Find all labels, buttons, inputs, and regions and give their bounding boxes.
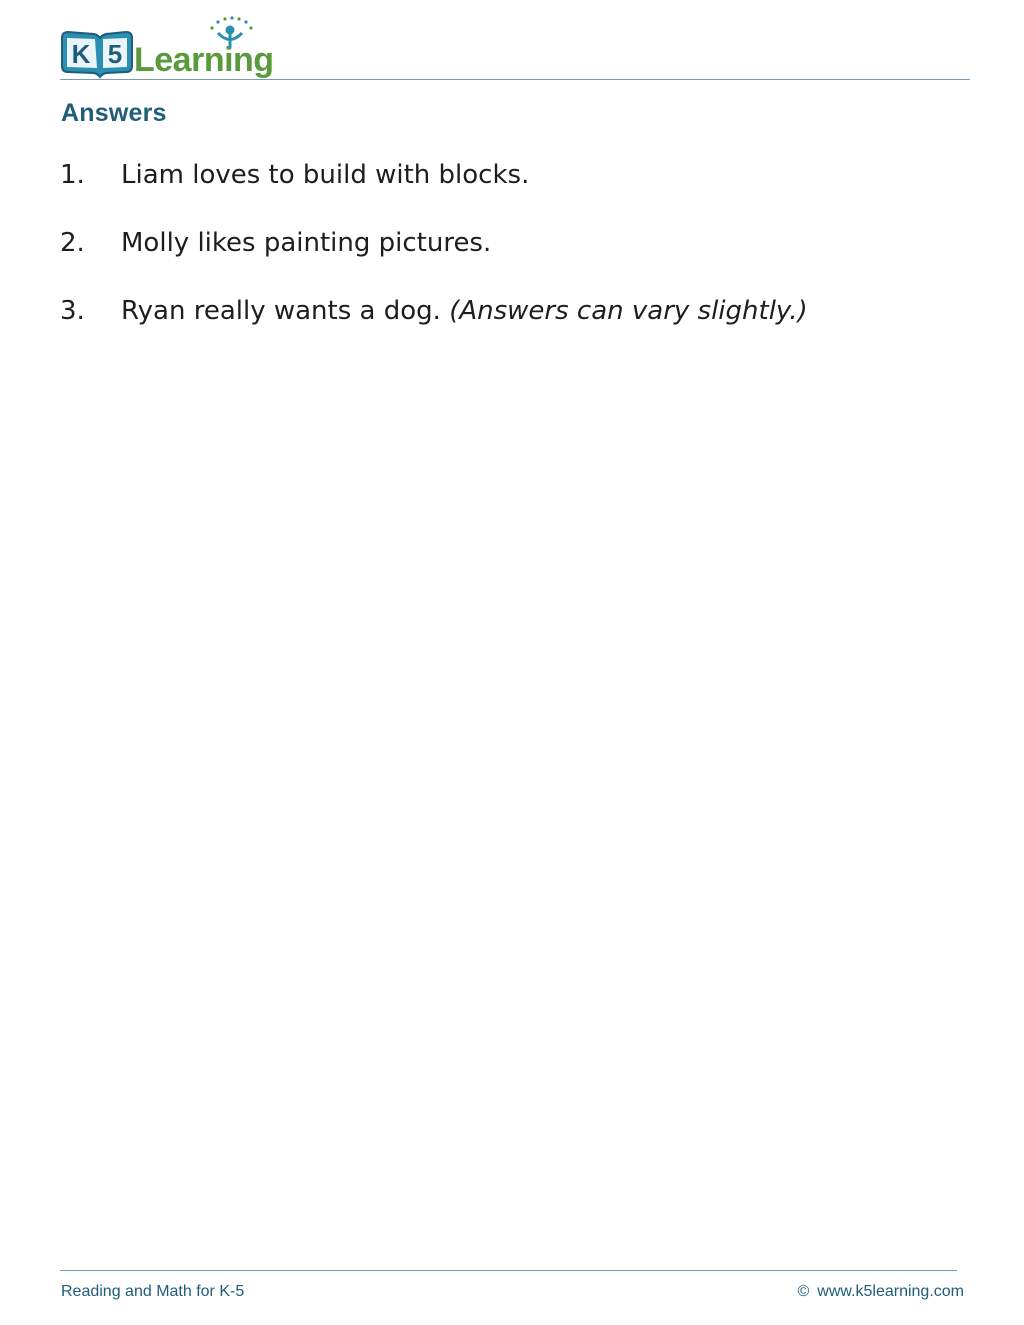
footer-tagline: Reading and Math for K-5 [61,1283,245,1300]
answer-text: Molly likes painting pictures. [121,228,492,258]
footer-url: www.k5learning.com [817,1283,964,1300]
answer-text-wrap [121,228,491,258]
svg-text:5: 5 [107,39,123,69]
copyright-symbol: © [797,1283,810,1300]
svg-text:K: K [71,39,91,69]
answer-text-wrap [121,160,529,190]
answer-text: Liam loves to build with blocks. [121,160,530,190]
answer-note: (Answers can vary slightly.) [449,296,808,326]
footer-site [797,1283,964,1301]
footer-divider [60,1270,957,1271]
header-divider [60,79,970,80]
answer-number: 3. [60,296,85,326]
k5-learning-logo [60,16,290,80]
svg-text:Learning: Learning [134,41,274,79]
answer-text: Ryan really wants a dog. [121,296,441,326]
answer-number: 2. [60,228,85,258]
answer-number: 1. [60,160,85,190]
page-title: Answers [61,99,167,127]
answer-text-wrap [121,296,808,326]
